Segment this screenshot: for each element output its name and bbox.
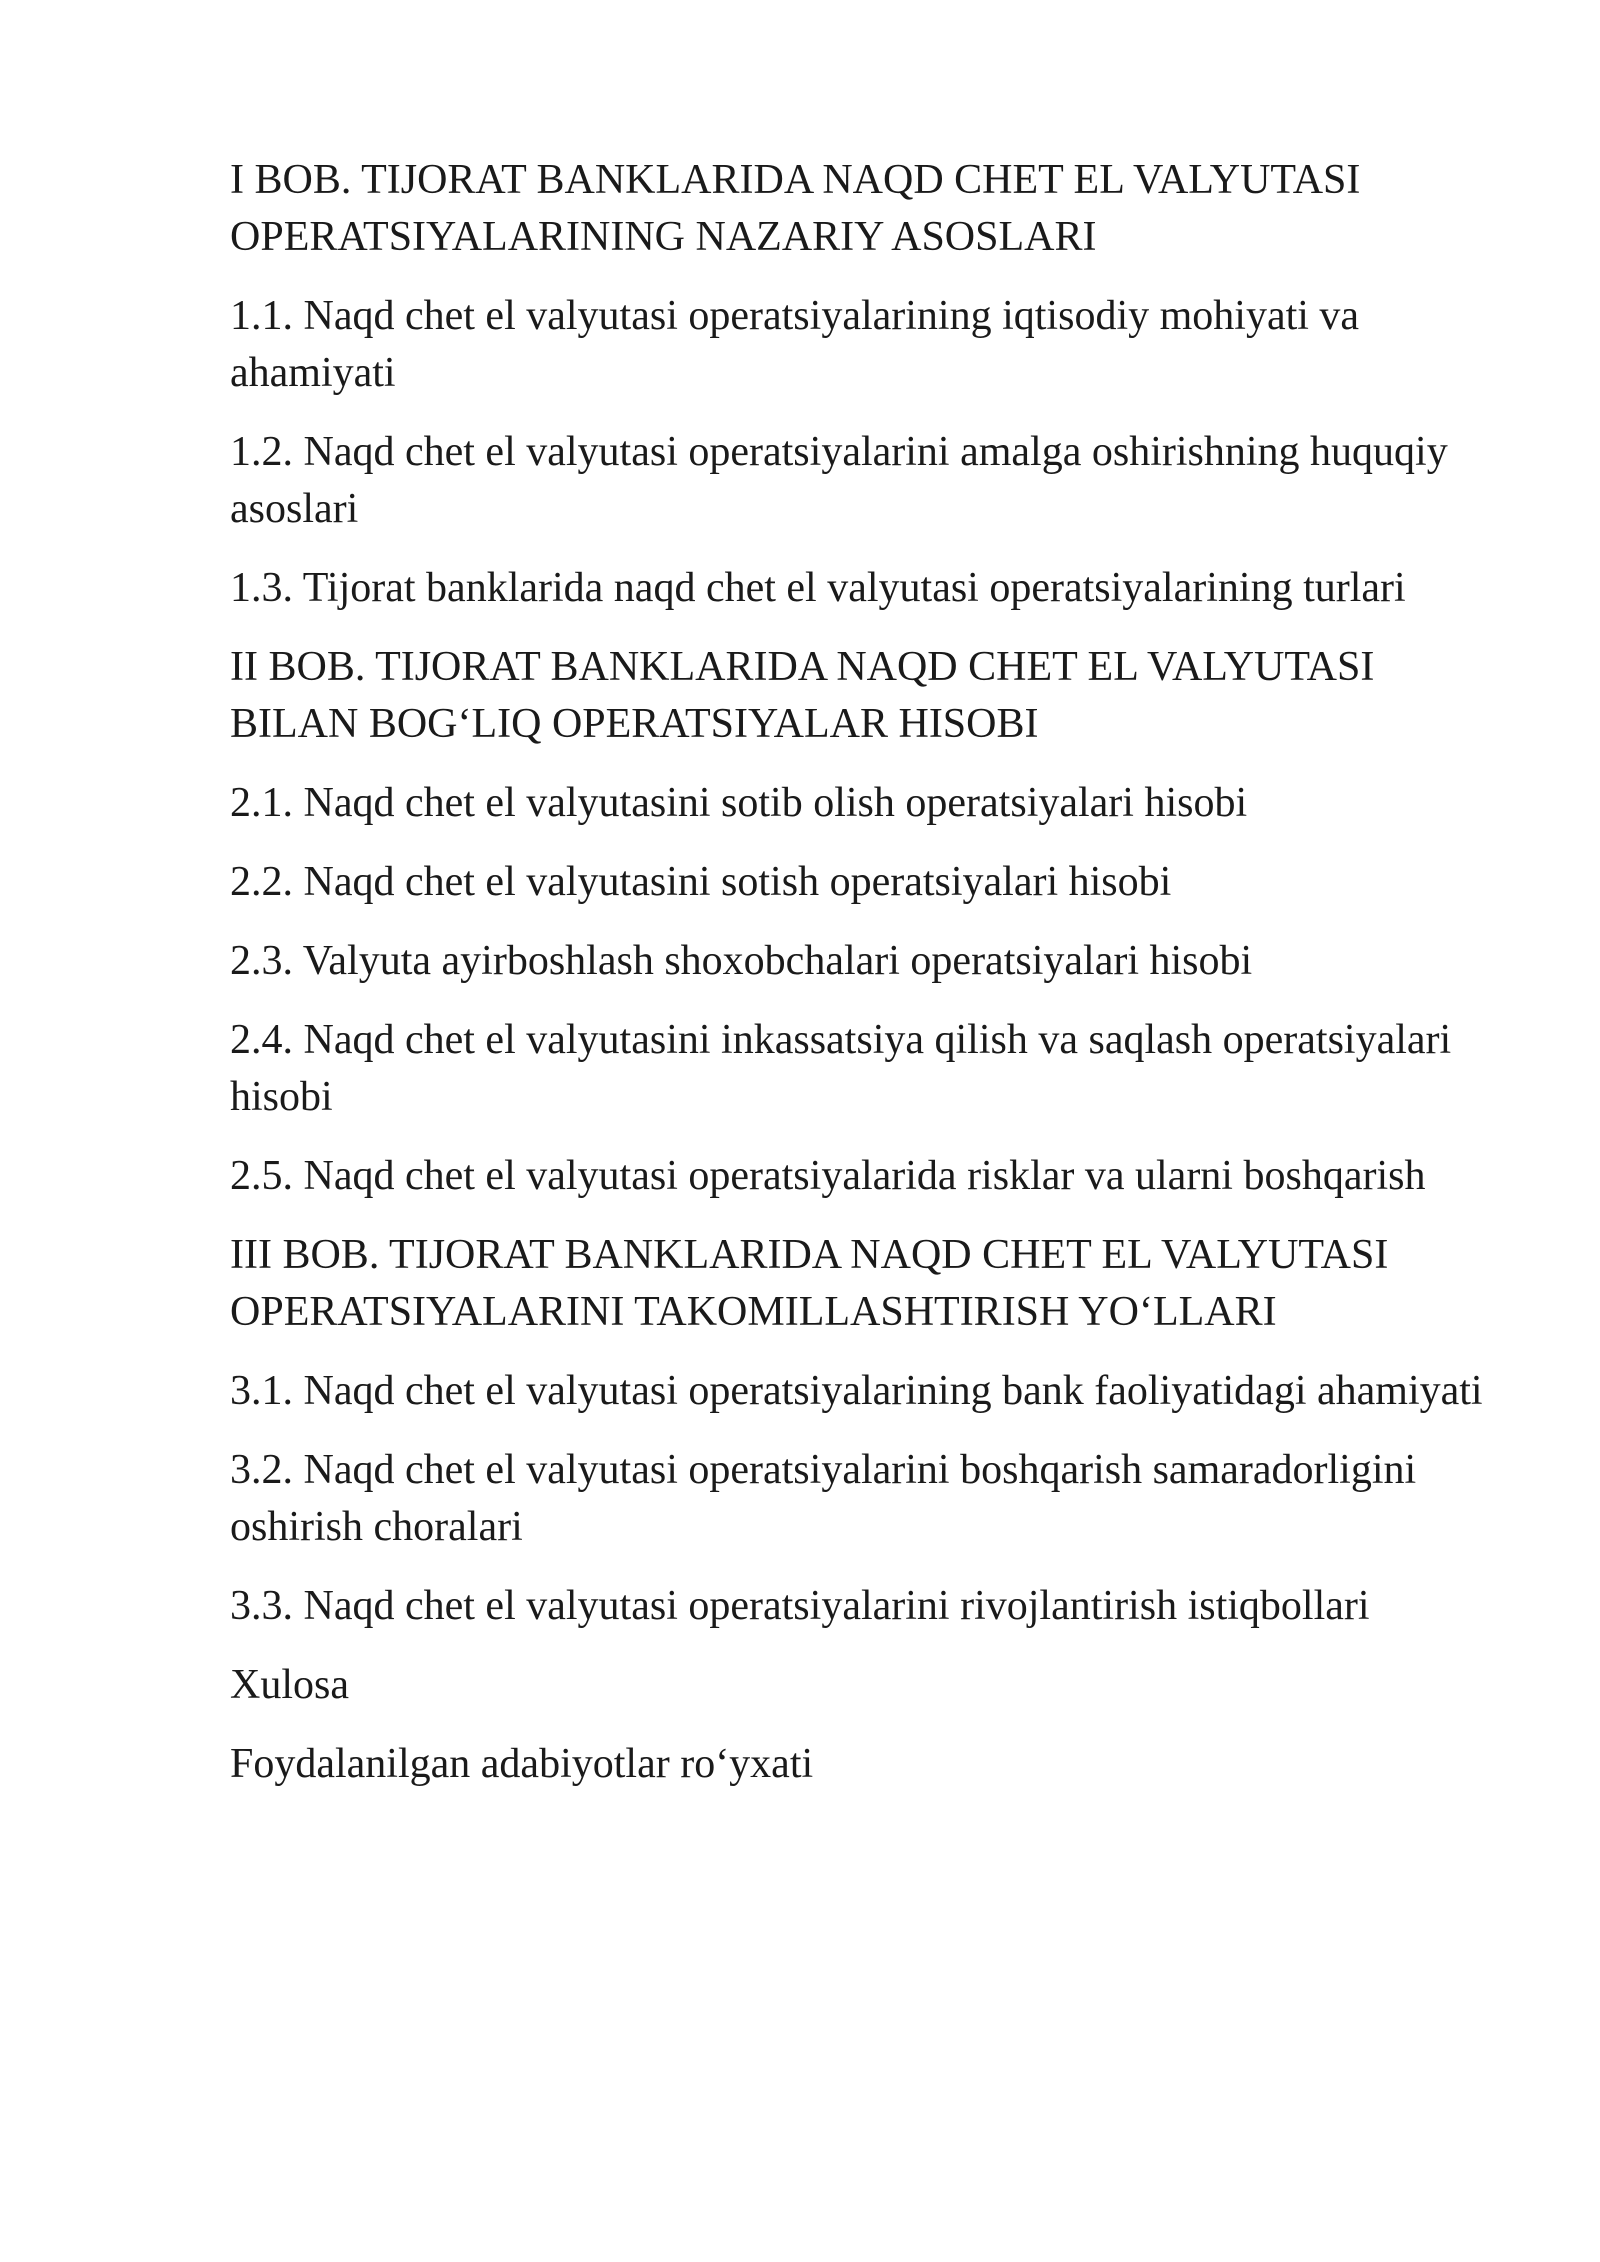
toc-references: Foydalanilgan adabiyotlar ro‘yxati bbox=[230, 1741, 814, 1787]
toc-chapter-2-heading: II BOB. TIJORAT BANKLARIDA NAQD CHET EL VALYUTASI BILAN BOG‘LIQ OPERATSIYALAR HISOBI bbox=[230, 644, 1375, 747]
table-of-contents bbox=[230, 152, 1500, 1815]
toc-section-3-3: 3.3. Naqd chet el valyutasi operatsiyalarini rivojlantirish istiqbollari bbox=[230, 1583, 1370, 1629]
toc-section-3-1: 3.1. Naqd chet el valyutasi operatsiyalarining bank faoliyatidagi ahamiyati bbox=[230, 1368, 1483, 1414]
toc-chapter-1-heading: I BOB. TIJORAT BANKLARIDA NAQD CHET EL VALYUTASI OPERATSIYALARINING NAZARIY ASOSLARI bbox=[230, 157, 1361, 260]
toc-conclusion: Xulosa bbox=[230, 1662, 349, 1708]
toc-section-2-4: 2.4. Naqd chet el valyutasini inkassatsiya qilish va saqlash operatsiyalari hisobi bbox=[230, 1017, 1452, 1120]
toc-section-3-2: 3.2. Naqd chet el valyutasi operatsiyalarini boshqarish samaradorligini oshirish choralari bbox=[230, 1447, 1417, 1550]
toc-section-2-5: 2.5. Naqd chet el valyutasi operatsiyalarida risklar va ularni boshqarish bbox=[230, 1153, 1426, 1199]
toc-section-2-3: 2.3. Valyuta ayirboshlash shoxobchalari operatsiyalari hisobi bbox=[230, 938, 1253, 984]
toc-section-2-2: 2.2. Naqd chet el valyutasini sotish operatsiyalari hisobi bbox=[230, 859, 1172, 905]
toc-section-1-2: 1.2. Naqd chet el valyutasi operatsiyalarini amalga oshirishning huquqiy asoslari bbox=[230, 429, 1448, 532]
toc-section-1-1: 1.1. Naqd chet el valyutasi operatsiyalarining iqtisodiy mohiyati va ahamiyati bbox=[230, 293, 1360, 396]
toc-section-1-3: 1.3. Tijorat banklarida naqd chet el valyutasi operatsiyalarining turlari bbox=[230, 565, 1406, 611]
toc-chapter-3-heading: III BOB. TIJORAT BANKLARIDA NAQD CHET EL VALYUTASI OPERATSIYALARINI TAKOMILLASHTIRISH YO‘LLARI bbox=[230, 1232, 1389, 1335]
toc-section-2-1: 2.1. Naqd chet el valyutasini sotib olish operatsiyalari hisobi bbox=[230, 780, 1248, 826]
